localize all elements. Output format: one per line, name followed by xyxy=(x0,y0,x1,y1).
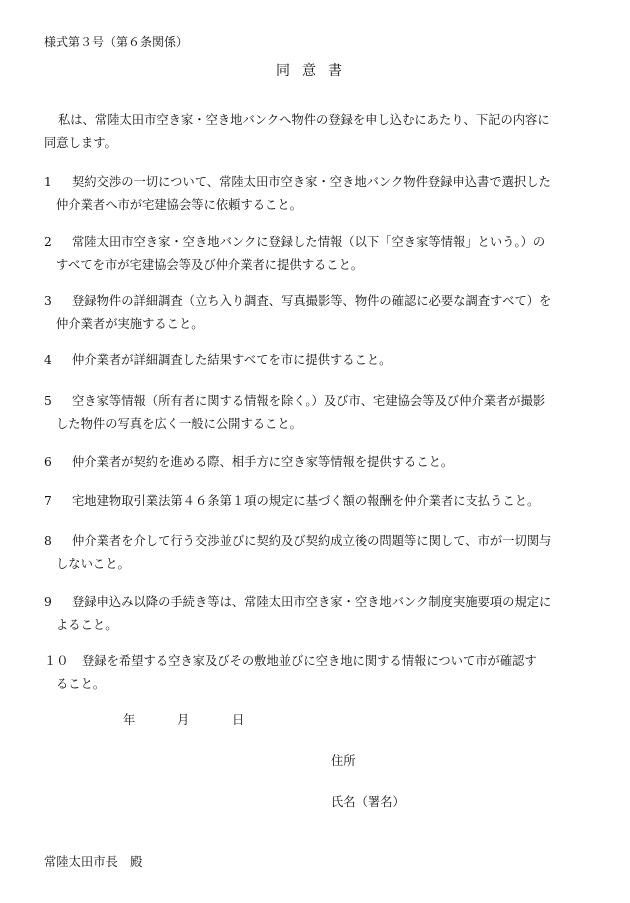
item-text-line-1: 常陸太田市空き家・空き地バンクに登録した情報（以下「空き家等情報」という。）の xyxy=(72,235,546,249)
item-text-line-1: 登録物件の詳細調査（立ち入り調査、写真撮影等、物件の確認に必要な調査すべて）を xyxy=(72,294,552,308)
date-month-label: 月 xyxy=(177,713,190,727)
item-text-line-2: よること。 xyxy=(56,618,118,632)
item-text-line-1: 仲介業者が詳細調査した結果すべてを市に提供すること。 xyxy=(72,353,392,367)
intro-text-line-2: 同意します。 xyxy=(44,136,117,150)
item-text-line-2: ること。 xyxy=(56,677,106,691)
item-text-line-2: 仲介業者へ市が宅建協会等に依頼すること。 xyxy=(56,198,302,212)
form-number-label: 様式第３号（第６条関係） xyxy=(44,35,189,49)
item-text-line-1: 宅地建物取引業法第４６条第１項の規定に基づく額の報酬を仲介業者に支払うこと。 xyxy=(72,494,540,508)
item-number: 3 xyxy=(44,294,52,308)
item-text-line-2: 仲介業者が実施すること。 xyxy=(56,317,204,331)
intro-text-line-1: 私は、常陸太田市空き家・空き地バンクへ物件の登録を申し込むにあたり、下記の内容に xyxy=(58,113,550,127)
document-title: 同意書 xyxy=(276,63,354,79)
address-label: 住所 xyxy=(331,754,356,768)
item-number: 2 xyxy=(44,235,52,249)
name-signature-label: 氏名（署名） xyxy=(331,795,405,809)
item-text-line-1: 仲介業者を介して行う交渉並びに契約及び契約成立後の問題等に関して、市が一切関与 xyxy=(72,534,552,548)
item-text-line-2: しないこと。 xyxy=(56,557,130,571)
date-year-label: 年 xyxy=(123,713,136,727)
item-number: １０ xyxy=(44,654,69,668)
item-text-line-1: 登録申込み以降の手続き等は、常陸太田市空き家・空き地バンク制度実施要項の規定に xyxy=(72,595,552,609)
item-number: 8 xyxy=(44,534,52,548)
item-text-line-1: 登録を希望する空き家及びその敷地並びに空き地に関する情報について市が確認す xyxy=(82,654,537,668)
item-text-line-2: した物件の写真を広く一般に公開すること。 xyxy=(56,417,302,431)
item-text-line-1: 仲介業者が契約を進める際、相手方に空き家等情報を提供すること。 xyxy=(72,455,454,469)
item-number: 7 xyxy=(44,494,52,508)
item-number: 1 xyxy=(44,175,52,189)
item-number: 6 xyxy=(44,455,52,469)
item-text-line-2: すべてを市が宅建協会等及び仲介業者に提供すること。 xyxy=(56,258,364,272)
item-number: 9 xyxy=(44,595,52,609)
item-number: 5 xyxy=(44,394,52,408)
item-text-line-1: 契約交渉の一切について、常陸太田市空き家・空き地バンク物件登録申込書で選択した xyxy=(72,175,551,189)
addressee: 常陸太田市長 殿 xyxy=(44,855,143,869)
item-number: 4 xyxy=(44,353,52,367)
date-day-label: 日 xyxy=(232,713,245,727)
item-text-line-1: 空き家等情報（所有者に関する情報を除く。）及び市、宅建協会等及び仲介業者が撮影 xyxy=(72,394,546,408)
